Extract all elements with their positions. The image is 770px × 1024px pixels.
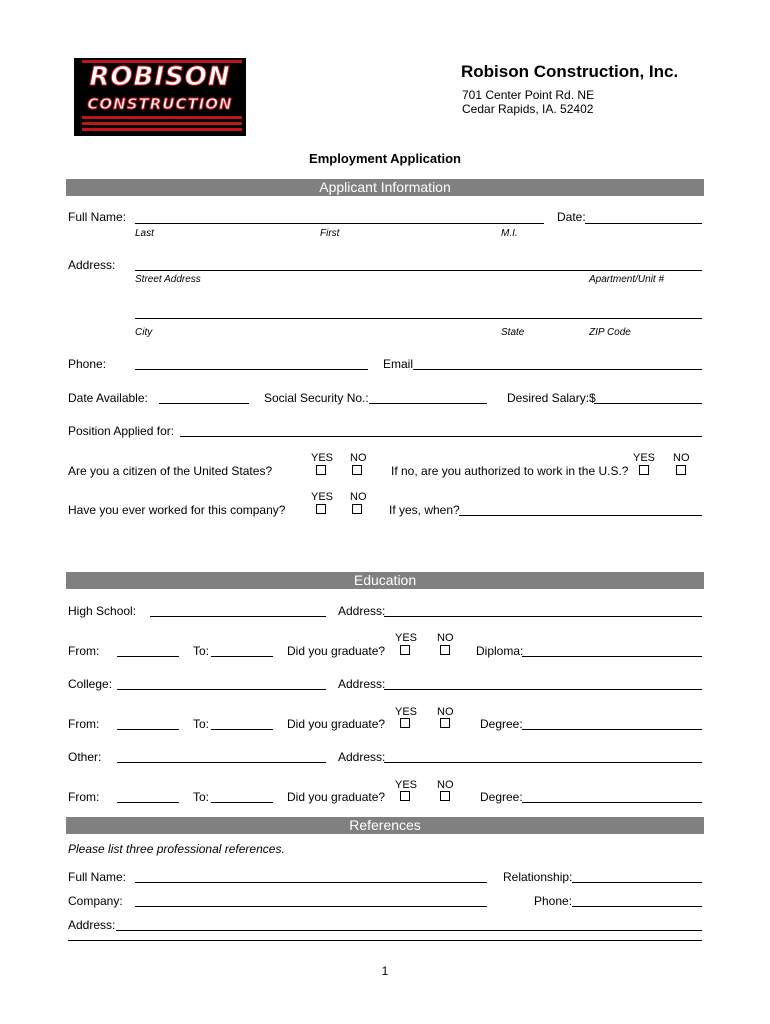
college-graduate-no-checkbox[interactable] bbox=[440, 718, 450, 728]
ssn-label: Social Security No.: bbox=[264, 391, 369, 405]
hs-graduate-yes-label: YES bbox=[395, 632, 418, 644]
last-name-caption: Last bbox=[135, 228, 154, 239]
citizen-question: Are you a citizen of the United States? bbox=[68, 464, 273, 478]
worked-no-checkbox[interactable] bbox=[352, 504, 362, 514]
phone-field[interactable] bbox=[135, 369, 368, 370]
college-from-label: From: bbox=[68, 717, 100, 731]
college-label: College: bbox=[68, 677, 113, 691]
state-caption: State bbox=[501, 327, 525, 338]
references-instruction: Please list three professional references. bbox=[68, 842, 285, 856]
citizen-no-checkbox[interactable] bbox=[352, 465, 362, 475]
section-header-references: References bbox=[66, 817, 704, 834]
college-graduate-question: Did you graduate? bbox=[287, 717, 386, 731]
company-address-line2: Cedar Rapids, IA. 52402 bbox=[462, 102, 594, 116]
reference-company-field[interactable] bbox=[135, 906, 487, 907]
diploma-field[interactable] bbox=[522, 656, 702, 657]
hs-to-label: To: bbox=[193, 644, 210, 658]
address-label: Address: bbox=[68, 258, 116, 272]
position-field[interactable] bbox=[180, 436, 702, 437]
authorized-yes-label: YES bbox=[633, 452, 656, 464]
reference-full-name-label: Full Name: bbox=[68, 870, 127, 884]
zip-caption: ZIP Code bbox=[589, 327, 631, 338]
diploma-label: Diploma: bbox=[476, 644, 524, 658]
date-field[interactable] bbox=[585, 223, 702, 224]
other-address-label: Address: bbox=[338, 750, 386, 764]
page-number: 1 bbox=[381, 964, 389, 978]
reference-company-label: Company: bbox=[68, 894, 123, 908]
reference-full-name-field[interactable] bbox=[135, 882, 487, 883]
logo-text-line2: CONSTRUCTION bbox=[87, 95, 233, 113]
other-graduate-yes-checkbox[interactable] bbox=[400, 791, 410, 801]
date-label: Date: bbox=[557, 210, 586, 224]
high-school-address-field[interactable] bbox=[384, 616, 702, 617]
authorized-no-label: NO bbox=[673, 452, 690, 464]
section-header-education: Education bbox=[66, 572, 704, 589]
other-graduate-question: Did you graduate? bbox=[287, 790, 386, 804]
high-school-field[interactable] bbox=[150, 616, 326, 617]
email-label: Email bbox=[383, 357, 414, 371]
other-to-label: To: bbox=[193, 790, 210, 804]
college-address-label: Address: bbox=[338, 677, 386, 691]
reference-address-label: Address: bbox=[68, 918, 116, 932]
college-address-field[interactable] bbox=[384, 689, 702, 690]
high-school-label: High School: bbox=[68, 604, 137, 618]
hs-to-field[interactable] bbox=[211, 656, 273, 657]
college-graduate-yes-checkbox[interactable] bbox=[400, 718, 410, 728]
apartment-caption: Apartment/Unit # bbox=[589, 274, 665, 285]
other-address-field[interactable] bbox=[384, 762, 702, 763]
company-logo bbox=[74, 58, 246, 136]
street-address-caption: Street Address bbox=[135, 274, 201, 285]
college-field[interactable] bbox=[117, 689, 326, 690]
reference-phone-label: Phone: bbox=[534, 894, 573, 908]
hs-from-label: From: bbox=[68, 644, 100, 658]
other-from-field[interactable] bbox=[117, 802, 179, 803]
desired-salary-label: Desired Salary:$ bbox=[507, 391, 596, 405]
full-name-label: Full Name: bbox=[68, 210, 127, 224]
college-graduate-yes-label: YES bbox=[395, 706, 418, 718]
reference-address-field[interactable] bbox=[116, 930, 702, 931]
section-header-applicant: Applicant Information bbox=[66, 179, 704, 196]
authorized-yes-checkbox[interactable] bbox=[639, 465, 649, 475]
hs-graduate-yes-checkbox[interactable] bbox=[400, 645, 410, 655]
college-to-field[interactable] bbox=[211, 729, 273, 730]
company-address-line1: 701 Center Point Rd. NE bbox=[462, 88, 595, 102]
other-school-field[interactable] bbox=[117, 762, 326, 763]
reference-phone-field[interactable] bbox=[572, 906, 702, 907]
when-label: If yes, when? bbox=[389, 503, 460, 517]
college-to-label: To: bbox=[193, 717, 210, 731]
middle-initial-caption: M.I. bbox=[501, 228, 518, 239]
logo-text-line1: ROBISON bbox=[89, 62, 231, 92]
ssn-field[interactable] bbox=[369, 403, 487, 404]
citizen-yes-label: YES bbox=[311, 452, 334, 464]
college-degree-field[interactable] bbox=[522, 729, 702, 730]
full-name-field[interactable] bbox=[135, 223, 544, 224]
other-graduate-yes-label: YES bbox=[395, 779, 418, 791]
college-graduate-no-label: NO bbox=[437, 706, 454, 718]
when-field[interactable] bbox=[459, 515, 702, 516]
hs-graduate-no-label: NO bbox=[437, 632, 454, 644]
city-caption: City bbox=[135, 327, 153, 338]
phone-label: Phone: bbox=[68, 357, 107, 371]
other-to-field[interactable] bbox=[211, 802, 273, 803]
hs-graduate-question: Did you graduate? bbox=[287, 644, 386, 658]
authorized-question: If no, are you authorized to work in the U.S.? bbox=[391, 464, 629, 478]
citizen-yes-checkbox[interactable] bbox=[316, 465, 326, 475]
worked-no-label: NO bbox=[350, 491, 367, 503]
hs-graduate-no-checkbox[interactable] bbox=[440, 645, 450, 655]
worked-yes-checkbox[interactable] bbox=[316, 504, 326, 514]
date-available-field[interactable] bbox=[159, 403, 249, 404]
worked-yes-label: YES bbox=[311, 491, 334, 503]
desired-salary-field[interactable] bbox=[594, 403, 702, 404]
first-name-caption: First bbox=[320, 228, 340, 239]
authorized-no-checkbox[interactable] bbox=[676, 465, 686, 475]
street-address-field[interactable] bbox=[135, 270, 702, 271]
reference-relationship-label: Relationship: bbox=[503, 870, 573, 884]
other-graduate-no-checkbox[interactable] bbox=[440, 791, 450, 801]
worked-question: Have you ever worked for this company? bbox=[68, 503, 286, 517]
reference-relationship-field[interactable] bbox=[572, 882, 702, 883]
company-name: Robison Construction, Inc. bbox=[461, 62, 679, 81]
form-title: Employment Application bbox=[309, 151, 461, 166]
college-from-field[interactable] bbox=[117, 729, 179, 730]
date-available-label: Date Available: bbox=[68, 391, 148, 405]
other-from-label: From: bbox=[68, 790, 100, 804]
hs-from-field[interactable] bbox=[117, 656, 179, 657]
other-graduate-no-label: NO bbox=[437, 779, 454, 791]
citizen-no-label: NO bbox=[350, 452, 367, 464]
position-label: Position Applied for: bbox=[68, 424, 175, 438]
reference-address-line2[interactable] bbox=[68, 940, 702, 941]
high-school-address-label: Address: bbox=[338, 604, 386, 618]
college-degree-label: Degree: bbox=[480, 717, 523, 731]
other-degree-label: Degree: bbox=[480, 790, 523, 804]
city-state-zip-field[interactable] bbox=[135, 318, 702, 319]
other-school-label: Other: bbox=[68, 750, 102, 764]
other-degree-field[interactable] bbox=[522, 802, 702, 803]
email-field[interactable] bbox=[413, 369, 702, 370]
